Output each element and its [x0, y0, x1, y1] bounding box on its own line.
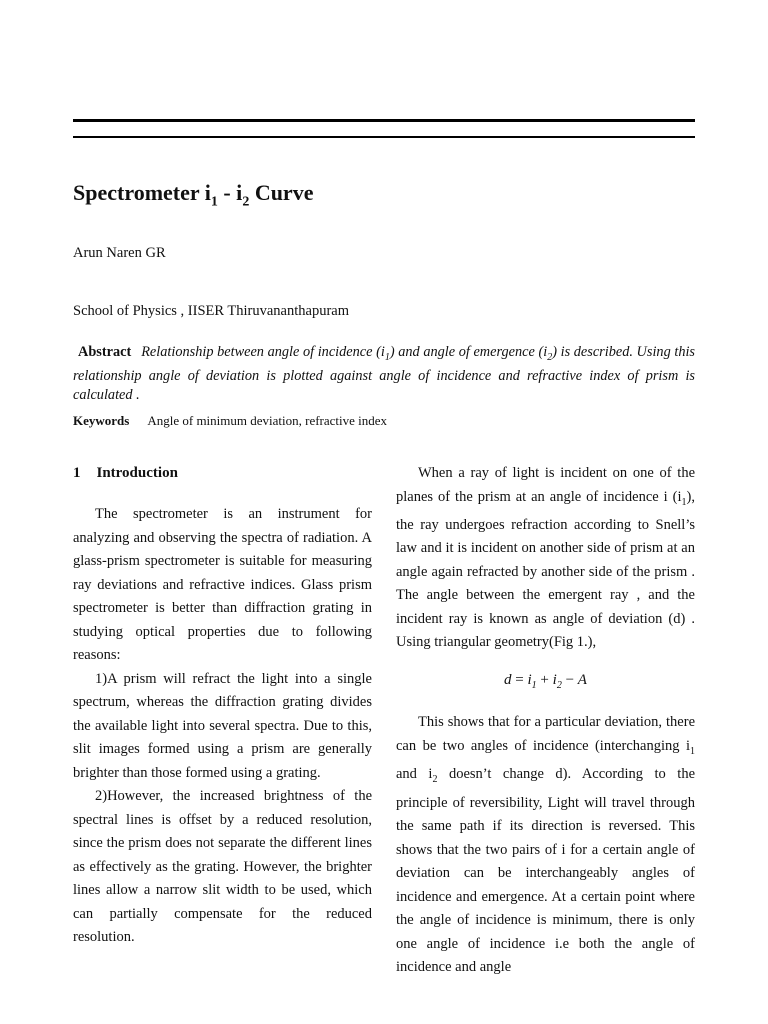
affiliation: School of Physics , IISER Thiruvananthapuram — [73, 303, 350, 319]
abstract-label: Abstract — [78, 344, 132, 360]
paper-title: Spectrometer $i_1 - i_2$ Curve — [73, 180, 314, 210]
second-rule — [73, 136, 695, 138]
paragraph: This shows that for a particular deviation, there can be two angles of incidence (interchanging $i_1$ and $i_2$ doesn’t change d). According to the principle of reversibility, Light will travel through the same path if its direction is reversed. This shows that the two pairs of i for a certain angle of deviation can be interchangeably angles of incidence and emergence. At a certain point where the angle of incidence is minimum, there is only one angle of incidence i.e both the angle of incidence and angle — [396, 714, 696, 976]
equation: $d = i_1 + i_2 - A$ — [504, 671, 587, 691]
paragraph: The spectrometer is an instrument for analyzing and observing the spectra of radiation. A glass-prism spectrometer is suitable for measuring ray deviations and refractive indices. Glass prism spectrometer is better than diffraction grating in studying optical properties due to following reasons: — [73, 506, 372, 663]
keywords-label: Keywords — [73, 413, 130, 428]
paragraph: 1)A prism will refract the light into a single spectrum, whereas the diffraction grating divides the available light into several spectra. Due to this, slit images formed using a prism are generally brighter than those formed using a grating. — [73, 670, 372, 781]
paragraph: When a ray of light is incident on one of the planes of the prism at an angle of incidence i $(i_1)$, the ray undergoes refraction according to Snell’s law and it is incident on another side of prism at an angle again refracted by another side of the prism . The angle between the emergent ray , and the incident ray is known as angle of deviation (d) . Using triangular geometry(Fig 1.), — [396, 465, 695, 651]
abstract — [73, 343, 695, 405]
keywords-text: Angle of minimum deviation, refractive index — [147, 413, 388, 428]
paragraph: 2)However, the increased brightness of the spectral lines is offset by a reduced resolution, since the prism does not separate the different lines as effectively as the grating. However, the brighter lines allow a narrow slit width to be used, which can partially compensate for the reduced resolution. — [73, 788, 372, 945]
right-column — [396, 462, 695, 980]
author-name: Arun Naren GR — [73, 245, 166, 261]
top-rule — [73, 119, 695, 122]
left-column — [73, 462, 372, 950]
abstract-text: Relationship between angle of incidence $(i_1)$ and angle of emergence $(i_2)$ is described. Using this relationship angle of deviation is plotted against angle of incidence and refractive index of prism is calculated . — [73, 344, 695, 403]
section-heading: 1 Introduction — [73, 465, 178, 481]
keywords — [73, 413, 387, 429]
